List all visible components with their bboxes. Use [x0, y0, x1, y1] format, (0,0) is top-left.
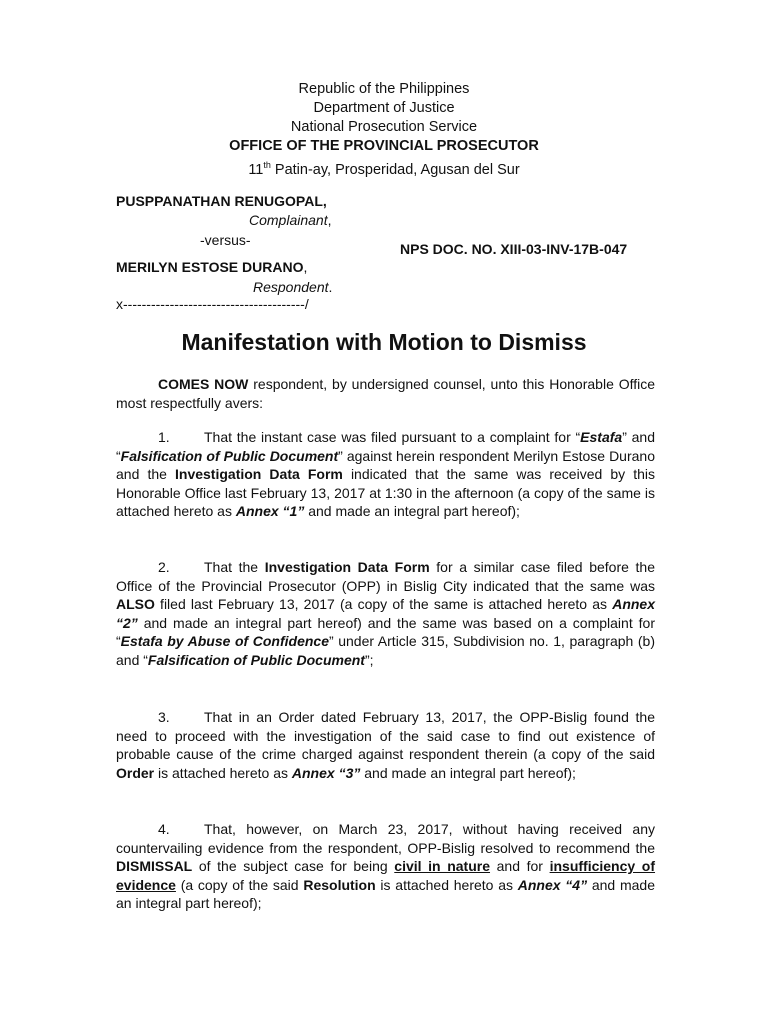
complainant-name: PUSPPANATHAN RENUGOPAL,	[116, 193, 327, 209]
address-rest: Patin-ay, Prosperidad, Agusan del Sur	[270, 161, 520, 178]
intro-lead: COMES NOW	[158, 376, 249, 392]
annex-2: Annex “2”	[116, 596, 655, 631]
investigation-data-form: Investigation Data Form	[264, 559, 430, 575]
paragraph-1: 1. That the instant case was filed pursuant to a complaint for “Estafa” and “Falsification of Public Document” against herein respondent Merilyn Estose Durano and the Investigation Data Form indicated that the same was received by this Honorable Office last February 13, 2017 at 1:30 in the afternoon (a copy of the same is attached hereto as Annex “1” and made an integral part hereof);	[116, 429, 656, 520]
paragraph-4: 4. That, however, on March 23, 2017, without having received any countervailing evidence from the respondent, OPP-Bislig resolved to recommend the DISMISSAL of the subject case for being civil in nature and for insufficiency of evidence (a copy of the said Resolution is attached hereto as Annex “4” and made an integral part hereof);	[116, 821, 656, 912]
address-line	[0, 156, 768, 180]
paragraph-2-number: 2.	[158, 559, 170, 575]
civil-in-nature: civil in nature	[394, 858, 491, 875]
paragraph-2: 2. That the Investigation Data Form for a similar case filed before the Office of the Provincial Prosecutor (OPP) in Bislig City indicated that the same was ALSO filed last February 13, 2017 (a copy of the same is attached hereto as Annex “2” and made an integral part hereof) and the same was based on a complaint for “Estafa by Abuse of Confidence” under Article 315, Subdivision no. 1, paragraph (b) and “Falsification of Public Document”;	[116, 559, 655, 668]
respondent-role-line: Respondent.	[253, 279, 333, 295]
respondent-name-line: MERILYN ESTOSE DURANO,	[116, 259, 308, 275]
respondent-role: Respondent	[253, 279, 329, 295]
paragraph-3-number: 3.	[158, 709, 170, 725]
emphasis-also: ALSO	[116, 596, 155, 613]
letterhead	[0, 80, 768, 180]
emphasis-falsification: Falsification of Public Document	[120, 447, 339, 464]
address-number: 11	[248, 161, 264, 178]
complainant-role: Complainant	[249, 212, 328, 228]
investigation-data-form: Investigation Data Form	[175, 466, 343, 483]
annex-3: Annex “3”	[291, 764, 361, 781]
respondent-name: MERILYN ESTOSE DURANO	[116, 259, 304, 275]
service-line: National Prosecution Service	[290, 119, 478, 135]
emphasis-estafa-abuse: Estafa by Abuse of Confidence	[120, 633, 329, 650]
intro-paragraph	[116, 375, 655, 412]
dismissal-label: DISMISSAL	[116, 858, 193, 875]
office-line: OFFICE OF THE PROVINCIAL PROSECUTOR	[229, 138, 539, 154]
complainant-role-line: Complainant,	[249, 212, 332, 228]
paragraph-1-number: 1.	[158, 429, 170, 445]
doc-number: NPS DOC. NO. XIII-03-INV-17B-047	[400, 241, 628, 257]
department-line: Department of Justice	[313, 100, 455, 116]
republic-line: Republic of the Philippines	[298, 81, 470, 97]
document-title: Manifestation with Motion to Dismiss	[181, 329, 587, 355]
caption-closing-line: x---------------------------------------/	[116, 296, 309, 312]
emphasis-estafa: Estafa	[580, 429, 623, 445]
paragraph-3: 3. That in an Order dated February 13, 2017, the OPP-Bislig found the need to proceed with the investigation of the said case to find out existence of probable cause of the crime charged against respondent therein (a copy of the said Order is attached hereto as Annex “3” and made an integral part hereof);	[116, 709, 655, 781]
emphasis-falsification: Falsification of Public Document	[147, 651, 365, 668]
resolution-label: Resolution	[303, 876, 376, 893]
address-superscript: th	[263, 160, 271, 170]
annex-1: Annex “1”	[235, 503, 305, 520]
order-label: Order	[116, 764, 155, 781]
annex-4: Annex “4”	[517, 876, 588, 893]
intro-text: respondent, by undersigned counsel, unto this Honorable Office most respectfully avers:	[116, 376, 656, 411]
insufficiency-of-evidence: insufficiency of evidence	[116, 858, 656, 893]
versus-text: -versus-	[200, 232, 251, 248]
paragraph-4-number: 4.	[158, 821, 170, 837]
